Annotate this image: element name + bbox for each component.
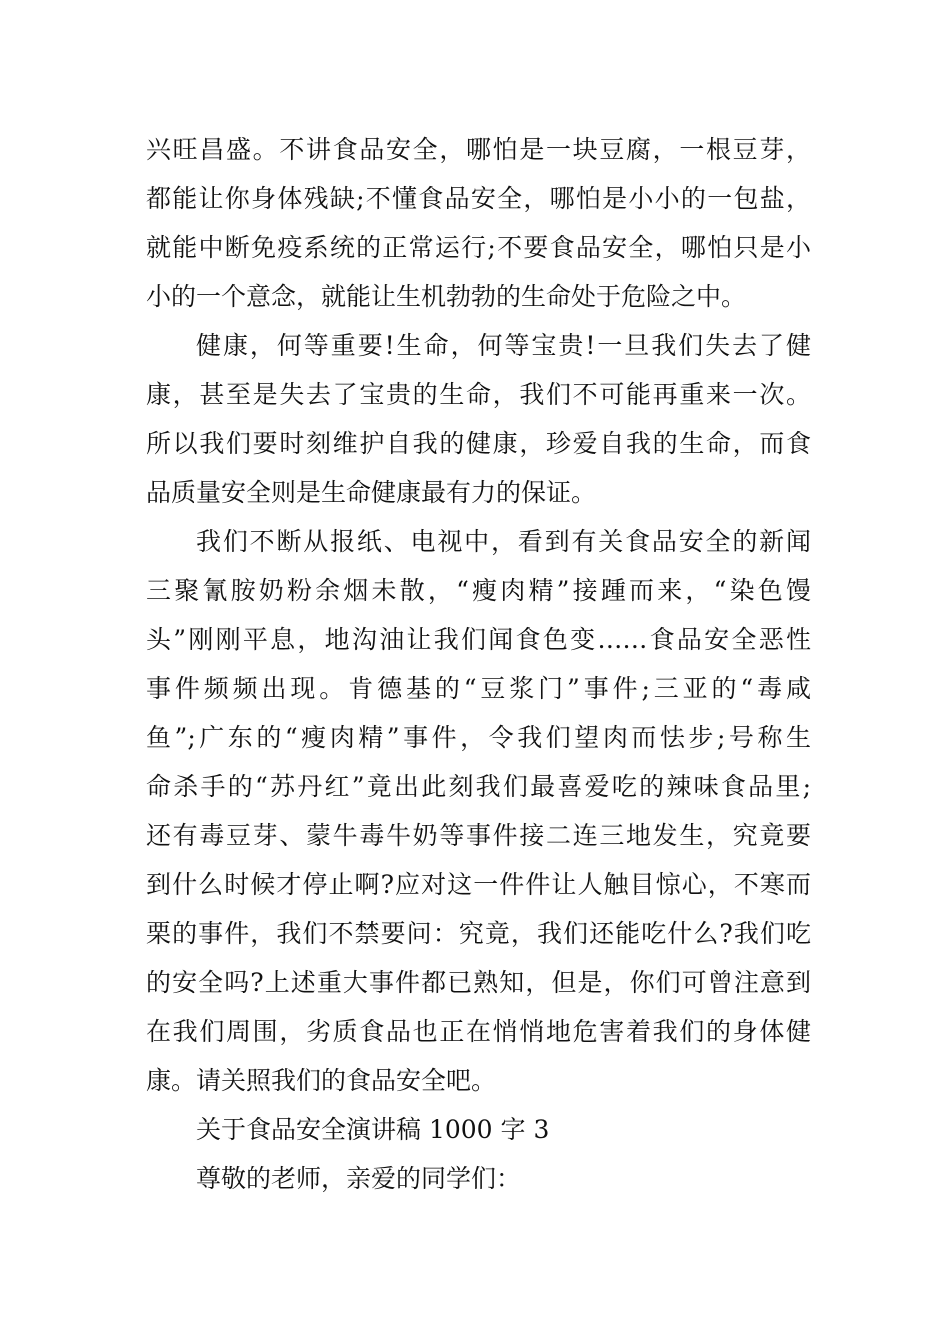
text-line: 鱼”;广东的“瘦肉精”事件，令我们望肉而怯步;号称生 bbox=[146, 723, 811, 752]
text-line: 事件频频出现。肯德基的“豆浆门”事件;三亚的“毒咸 bbox=[146, 674, 811, 703]
section-heading bbox=[146, 1105, 811, 1154]
text-line: 命杀手的“苏丹红”竟出此刻我们最喜爱吃的辣味食品里; bbox=[146, 772, 811, 801]
text-line: 都能让你身体残缺;不懂食品安全，哪怕是小小的一包盐， bbox=[146, 184, 811, 213]
paragraph-2 bbox=[146, 321, 811, 517]
text-line: 品质量安全则是生命健康最有力的保证。 bbox=[146, 478, 597, 507]
text-line: 所以我们要时刻维护自我的健康，珍爱自我的生命，而食 bbox=[146, 429, 811, 458]
text-line: 三聚氰胺奶粉余烟未散，“瘦肉精”接踵而来，“染色馒 bbox=[146, 576, 811, 605]
document-body bbox=[146, 125, 811, 1203]
text-line: 在我们周围，劣质食品也正在悄悄地危害着我们的身体健 bbox=[146, 1017, 811, 1046]
text-line: 的安全吗?上述重大事件都已熟知，但是，你们可曾注意到 bbox=[146, 968, 811, 997]
text-line: 还有毒豆芽、蒙牛毒牛奶等事件接二连三地发生，究竟要 bbox=[146, 821, 811, 850]
salutation bbox=[146, 1154, 811, 1203]
text-line: 小的一个意念，就能让生机勃勃的生命处于危险之中。 bbox=[146, 282, 747, 311]
paragraph-1 bbox=[146, 125, 811, 321]
heading-line: 关于食品安全演讲稿 1000 字 3 bbox=[196, 1115, 550, 1144]
text-line: 康，甚至是失去了宝贵的生命，我们不可能再重来一次。 bbox=[146, 380, 811, 409]
text-line: 健康，何等重要!生命，何等宝贵!一旦我们失去了健 bbox=[196, 331, 811, 360]
salutation-line: 尊敬的老师，亲爱的同学们： bbox=[196, 1164, 522, 1193]
text-line: 栗的事件，我们不禁要问：究竟，我们还能吃什么?我们吃 bbox=[146, 919, 811, 948]
paragraph-3 bbox=[146, 517, 811, 1105]
text-line: 到什么时候才停止啊?应对这一件件让人触目惊心，不寒而 bbox=[146, 870, 811, 899]
text-line: 就能中断免疫系统的正常运行;不要食品安全，哪怕只是小 bbox=[146, 233, 811, 262]
text-line: 兴旺昌盛。不讲食品安全，哪怕是一块豆腐，一根豆芽， bbox=[146, 135, 811, 164]
text-line: 头”刚刚平息，地沟油让我们闻食色变……食品安全恶性 bbox=[146, 625, 811, 654]
text-line: 康。请关照我们的食品安全吧。 bbox=[146, 1066, 497, 1095]
text-line: 我们不断从报纸、电视中，看到有关食品安全的新闻 bbox=[196, 527, 811, 556]
